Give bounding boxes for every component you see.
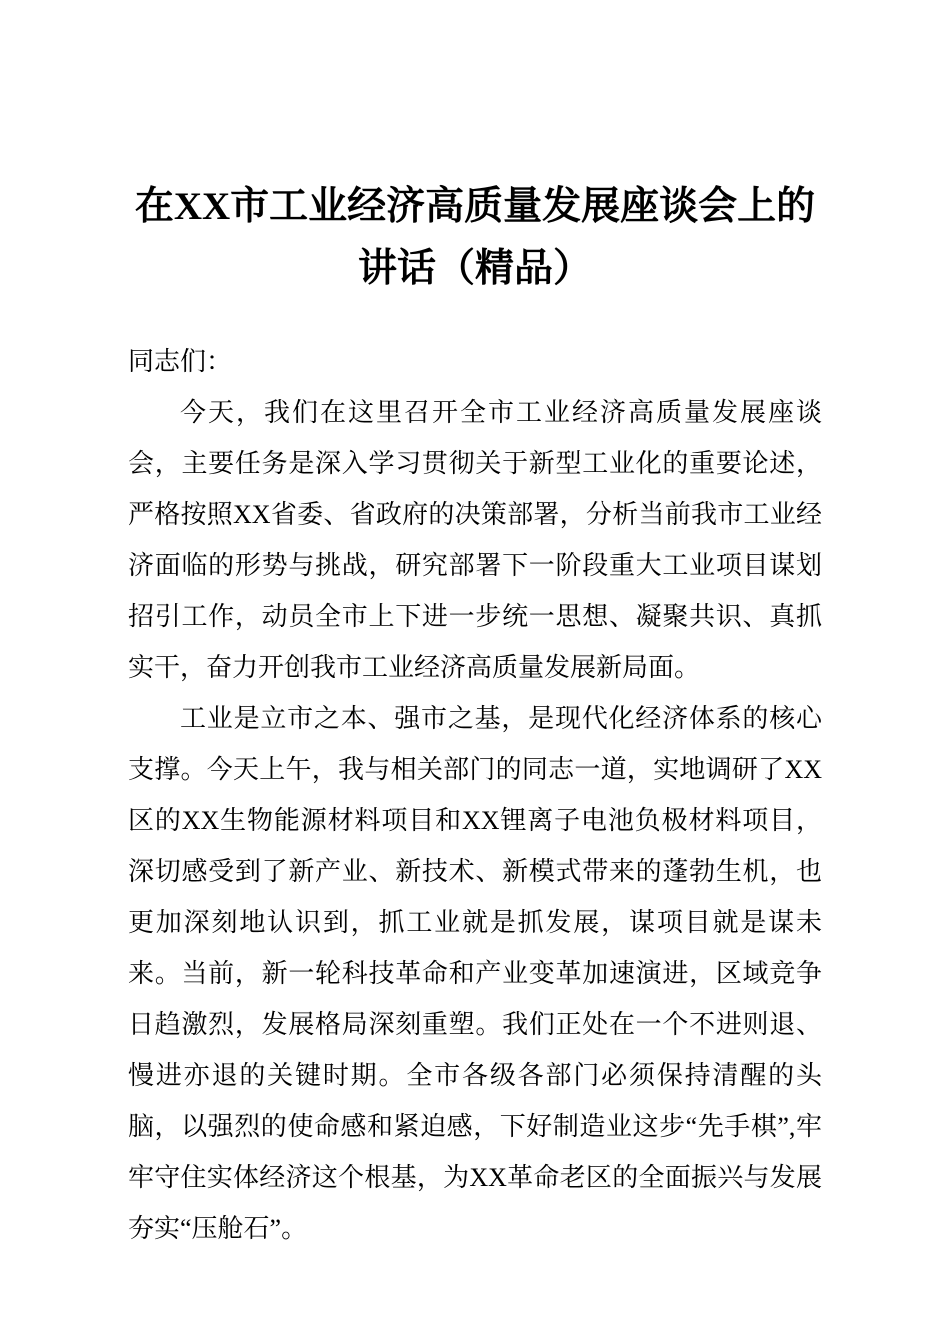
salutation-line: 同志们： <box>128 347 233 376</box>
body-paragraph-1: 今天，我们在这里召开全市工业经济高质量发展座谈会，主要任务是深入学习贯彻关于新型工业化的重要论述，严格按照XX省委、省政府的决策部署，分析当前我市工业经济面临的形势与挑战，研究部署下一阶段重大工业项目谋划招引工作，动员全市上下进一步统一思想、凝聚共识、真抓实干，奋力开创我市工业经济高质量发展新局面。 <box>128 398 822 682</box>
document-title: 在XX市工业经济高质量发展座谈会上的讲话（精品） <box>134 185 816 290</box>
document-body <box>128 336 822 1254</box>
body-paragraph-2: 工业是立市之本、强市之基，是现代化经济体系的核心支撑。今天上午，我与相关部门的同志一道，实地调研了XX区的XX生物能源材料项目和XX锂离子电池负极材料项目，深切感受到了新产业、新技术、新模式带来的蓬勃生机，也更加深刻地认识到，抓工业就是抓发展，谋项目就是谋未来。当前，新一轮科技革命和产业变革加速演进，区域竞争日趋激烈，发展格局深刻重塑。我们正处在一个不进则退、慢进亦退的关键时期。全市各级各部门必须保持清醒的头脑，以强烈的使命感和紧迫感，下好制造业这步“先手棋”,牢牢守住实体经济这个根基，为XX革命老区的全面振兴与发展夯实“压舱石”。 <box>128 704 822 1243</box>
